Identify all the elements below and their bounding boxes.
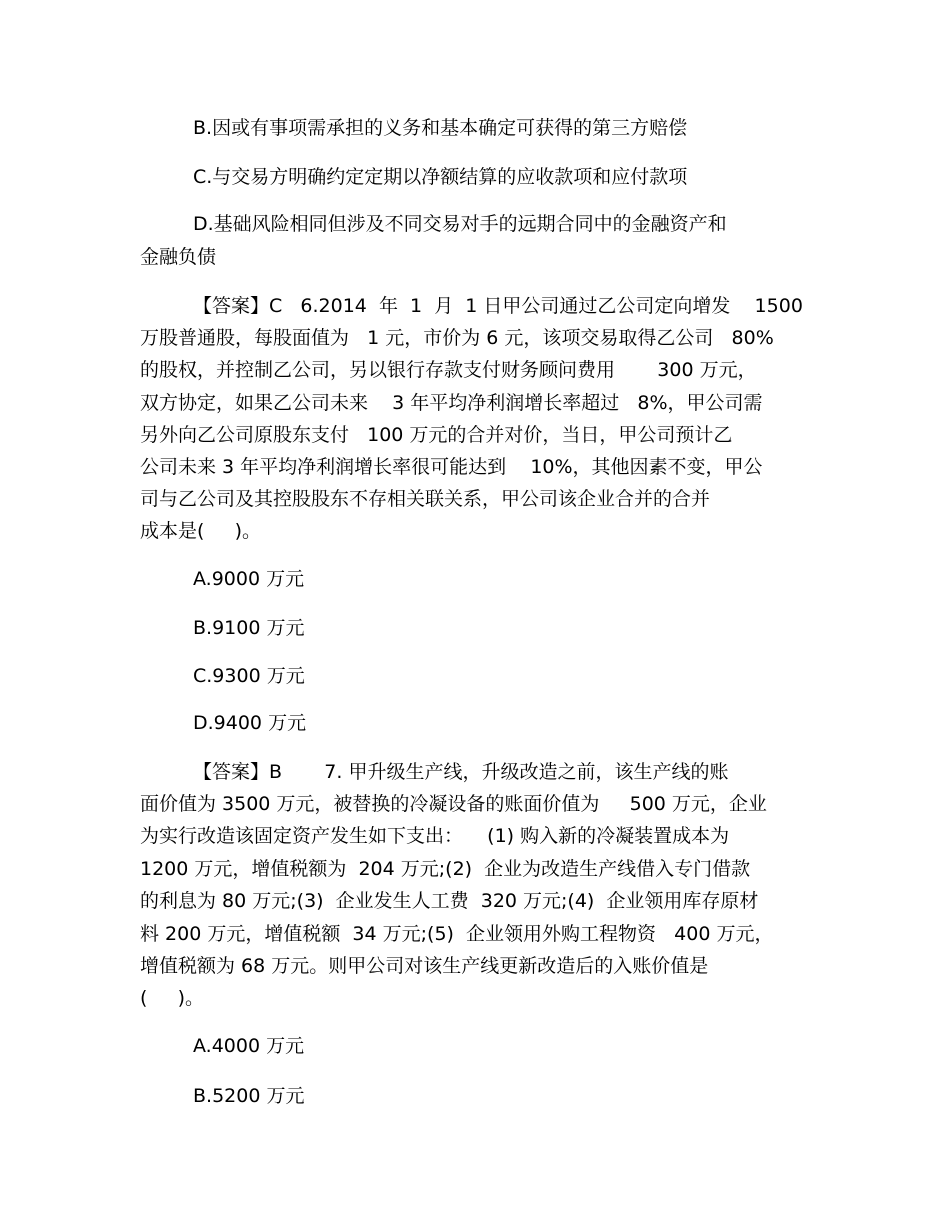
answer-q6-question-7-line: 【答案】B 7. 甲升级生产线，升级改造之前，该生产线的账: [193, 761, 729, 783]
question-6-text: 的股权，并控制乙公司，另以银行存款支付财务顾问费用 300 万元，: [140, 359, 757, 381]
option-c-q6: C.9300 万元: [193, 665, 305, 687]
option-b-q5: B.因或有事项需承担的义务和基本确定可获得的第三方赔偿: [193, 117, 688, 139]
question-6-text: 双方协定，如果乙公司未来 3 年平均净利润增长率超过 8%，甲公司需: [140, 392, 763, 414]
question-7-text: 1200 万元，增值税额为 204 万元;(2) 企业为改造生产线借入专门借款: [140, 858, 751, 880]
answer-q5-question-6-line: 【答案】C 6.2014 年 1 月 1 日甲公司通过乙公司定向增发 1500: [193, 295, 803, 317]
question-7-text: 增值税额为 68 万元。则甲公司对该生产线更新改造后的入账价值是: [140, 955, 709, 977]
option-c-q5: C.与交易方明确约定定期以净额结算的应收款项和应付款项: [193, 166, 688, 188]
option-b-q6: B.9100 万元: [193, 617, 305, 639]
option-d-q5-cont: 金融负债: [140, 246, 217, 268]
option-a-q7: A.4000 万元: [193, 1035, 305, 1057]
question-6-text: 司与乙公司及其控股股东不存相关联关系，甲公司该企业合并的合并: [140, 488, 711, 510]
question-7-text: 为实行改造该固定资产发生如下支出： (1) 购入新的冷凝装置成本为: [140, 825, 730, 847]
question-7-text: ( )。: [140, 987, 205, 1009]
question-6-text: 另外向乙公司原股东支付 100 万元的合并对价，当日，甲公司预计乙: [140, 424, 733, 446]
option-d-q6: D.9400 万元: [193, 712, 307, 734]
question-6-text: 成本是( )。: [140, 520, 262, 542]
question-6-text: 万股普通股，每股面值为 1 元，市价为 6 元，该项交易取得乙公司 80%: [140, 327, 774, 349]
option-b-q7: B.5200 万元: [193, 1085, 305, 1107]
question-7-text: 面价值为 3500 万元，被替换的冷凝设备的账面价值为 500 万元，企业: [140, 793, 767, 815]
option-d-q5: D.基础风险相同但涉及不同交易对手的远期合同中的金融资产和: [193, 213, 727, 235]
question-7-text: 料 200 万元，增值税额 34 万元;(5) 企业领用外购工程物资 400 万元，: [140, 923, 774, 945]
option-a-q6: A.9000 万元: [193, 568, 305, 590]
question-7-text: 的利息为 80 万元;(3) 企业发生人工费 320 万元;(4) 企业领用库存原材: [140, 890, 759, 912]
question-6-text: 公司未来 3 年平均净利润增长率很可能达到 10%，其他因素不变，甲公: [140, 456, 763, 478]
